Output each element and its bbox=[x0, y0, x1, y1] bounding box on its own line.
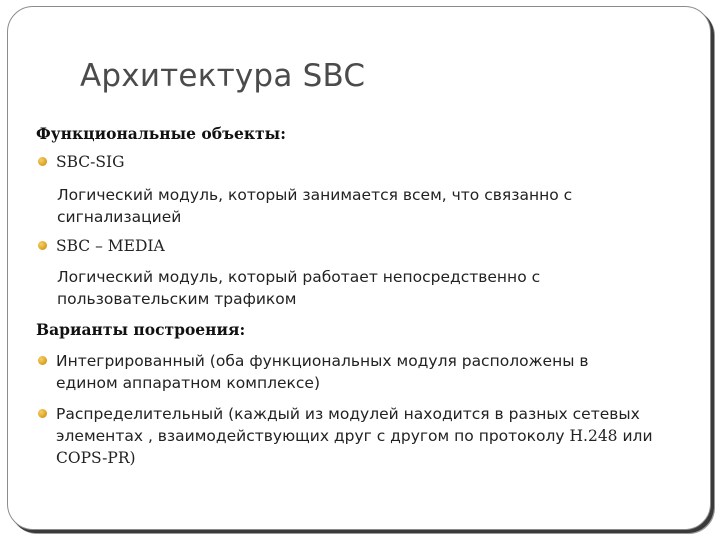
list-item-text bbox=[56, 403, 653, 469]
bullet-dot-icon bbox=[38, 409, 47, 418]
description-line: Логический модуль, который занимается всем, что связанно с bbox=[57, 186, 573, 204]
section-heading-functional-objects: Функциональные объекты: bbox=[36, 124, 286, 143]
list-item-distributed bbox=[38, 403, 653, 469]
list-item-line-text: элементах , взаимодействующих друг с другом по протоколу bbox=[56, 427, 570, 445]
bullet-dot-icon bbox=[38, 157, 47, 166]
description-line: сигнализацией bbox=[57, 208, 182, 226]
protocol-name: H.248 bbox=[569, 427, 618, 445]
list-item-line: Интегрированный (оба функциональных модуля расположены в bbox=[56, 352, 589, 370]
list-item-line: Распределительный (каждый из модулей находится в разных сетевых bbox=[56, 405, 640, 423]
bullet-dot-icon bbox=[38, 241, 47, 250]
list-item-sbc-media bbox=[38, 235, 165, 257]
list-item-text bbox=[56, 350, 589, 394]
list-item-line: едином аппаратном комплексе) bbox=[56, 374, 321, 392]
list-item-label: SBC-SIG bbox=[56, 153, 125, 171]
item-description-sbc-media bbox=[57, 266, 540, 310]
list-item-label: SBC – MEDIA bbox=[56, 237, 165, 255]
description-line: Логический модуль, который работает непосредственно с bbox=[57, 268, 541, 286]
item-description-sbc-sig bbox=[57, 184, 572, 228]
protocol-name: COPS-PR) bbox=[56, 449, 136, 467]
bullet-dot-icon bbox=[38, 356, 47, 365]
slide-title: Архитектура SBC bbox=[80, 58, 366, 94]
description-line: пользовательским трафиком bbox=[57, 290, 297, 308]
list-item-integrated bbox=[38, 350, 589, 394]
list-item-line-text: или bbox=[617, 427, 653, 445]
section-heading-build-variants: Варианты построения: bbox=[36, 320, 246, 339]
list-item-line bbox=[56, 425, 653, 447]
list-item-sbc-sig bbox=[38, 151, 125, 173]
